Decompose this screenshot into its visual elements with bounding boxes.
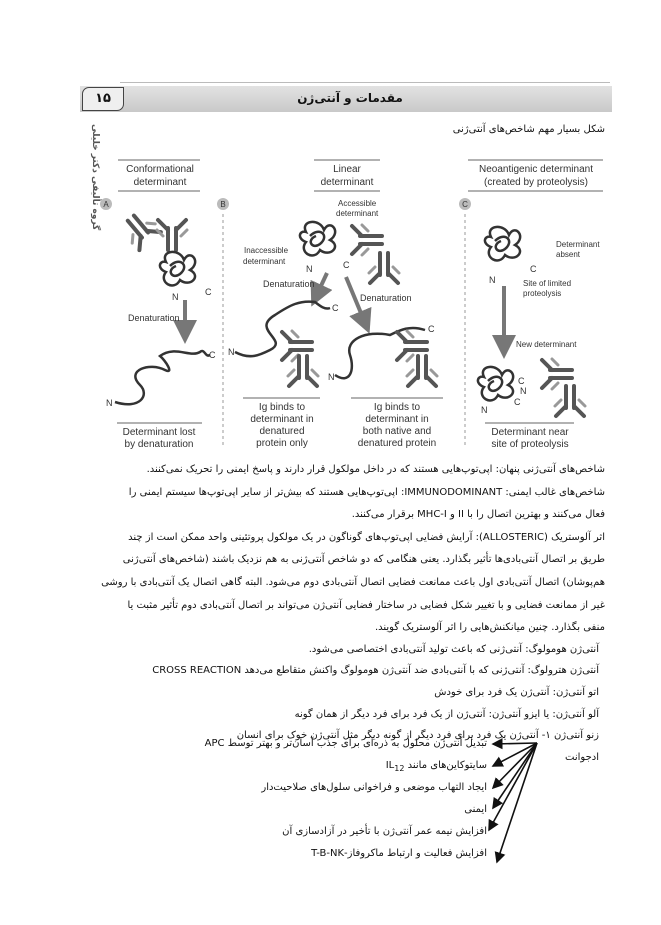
svg-text:absent: absent (556, 250, 581, 259)
adjuvant-item: افزایش فعالیت و ارتباط ماکروفاز-T-B-NK (311, 848, 487, 859)
adjuvant-label: ادجوانت (565, 752, 599, 763)
svg-text:N: N (172, 292, 179, 302)
svg-text:determinant in: determinant in (365, 414, 429, 425)
svg-text:C: C (332, 303, 339, 313)
body-line: شاخص‌های آنتی‌ژنی پنهان: اپی‌توپ‌هایی هستند که در داخل مولکول قرار دارند و پاسخ ایمنی را تحریک نمی‌کنند. (146, 464, 605, 475)
body-line: زنو آنتی‌ژن ۱- آنتی‌ژن یک فرد برای فرد دیگر از گونه دیگر مثل آنتی‌ژن خوک برای انسان (236, 730, 599, 741)
svg-text:A: A (103, 200, 109, 209)
svg-text:C: C (428, 324, 435, 334)
svg-text:C: C (209, 350, 216, 360)
svg-text:site of proteolysis: site of proteolysis (491, 439, 569, 450)
svg-text:Conformational: Conformational (126, 164, 194, 175)
panel-b-heading (314, 160, 380, 191)
panel-letter-a (100, 198, 112, 210)
svg-text:proteolysis: proteolysis (523, 289, 562, 298)
svg-text:Accessible: Accessible (338, 199, 377, 208)
body-line: آنتی‌ژن هومولوگ: آنتی‌ژنی که باعث تولید آنتی‌بادی اختصاصی می‌شود. (308, 644, 599, 655)
svg-text:protein only: protein only (256, 438, 308, 449)
svg-text:both native and: both native and (362, 426, 432, 437)
body-line: شاخص‌های غالب ایمنی: IMMUNODOMINANT: اپی‌توپ‌هایی هستند که بیش‌تر از سایر اپی‌توپ‌ها سیستم ایمنی را (128, 487, 605, 498)
svg-text:Denaturation: Denaturation (263, 279, 315, 289)
svg-text:N: N (306, 264, 313, 274)
page-number: ۱۵ (82, 87, 124, 111)
svg-text:determinant: determinant (320, 177, 374, 188)
chapter-title: مقدمات و آنتی‌ژن (297, 91, 403, 105)
body-line: غیر از ممانعت فضایی و با تغییر شکل فضایی در ساختار فضایی آنتی‌ژن می‌تواند بر اتصال آنتی‌بادی دوم تأثیر مثبت یا (127, 600, 605, 611)
panel-letter-c (459, 198, 471, 210)
svg-text:Inaccessible: Inaccessible (244, 246, 289, 255)
svg-text:C: C (462, 200, 468, 209)
svg-text:C: C (518, 376, 525, 386)
svg-text:Determinant: Determinant (556, 240, 600, 249)
adjuvant-item: ایمنی (464, 804, 487, 815)
panel-c-heading (468, 160, 603, 191)
svg-text:denatured: denatured (259, 426, 305, 437)
svg-text:by denaturation: by denaturation (124, 439, 194, 450)
adjuvant-item: افزایش نیمه عمر آنتی‌ژن با تأخیر در آزادسازی آن (282, 826, 487, 837)
panel-letter-b (217, 198, 229, 210)
body-line: منفی بگذارد. چنین میانکنش‌هایی را اثر آلوستریک گویند. (374, 622, 605, 633)
body-line: اثر آلوستریک (ALLOSTERIC): آرایش فضایی اپی‌توپ‌های گوناگون در یک مولکول پروتئینی واحد ممکن است از چند (128, 532, 605, 543)
svg-text:Ig binds to: Ig binds to (373, 402, 421, 413)
antibody-icon (157, 220, 187, 250)
adjuvant-item: سایتوکاین‌های مانند $IL_{12}$ (385, 760, 487, 773)
svg-text:New determinant: New determinant (516, 340, 577, 349)
antibody-icon (369, 253, 399, 283)
protein-glob-icon (300, 222, 335, 256)
body-line: آلو آنتی‌ژن: یا ایزو آنتی‌ژن: آنتی‌ژن از یک فرد برای فرد دیگر از همان گونه (294, 709, 599, 720)
svg-text:determinant: determinant (133, 177, 187, 188)
body-line: آنتی‌ژن هترولوگ: آنتی‌ژنی که با آنتی‌بادی ضد آنتی‌ژن هومولوگ واکنش متقاطع می‌دهد CROSS REACTION (152, 665, 599, 676)
svg-text:N: N (489, 275, 496, 285)
svg-text:determinant in: determinant in (250, 414, 314, 425)
svg-text:Site of limited: Site of limited (523, 279, 572, 288)
svg-text:determinant: determinant (336, 209, 379, 218)
svg-text:determinant: determinant (243, 257, 286, 266)
svg-text:Determinant near: Determinant near (491, 427, 569, 438)
svg-text:Determinant lost: Determinant lost (122, 427, 196, 438)
antibody-icon (119, 209, 161, 251)
body-line: فعال می‌کنند و بهترین اتصال را با II و MHC-I برقرار می‌کنند. (351, 509, 605, 520)
svg-text:C: C (343, 260, 350, 270)
svg-text:C: C (205, 287, 212, 297)
denaturation-label: Denaturation (128, 313, 180, 323)
svg-text:C: C (514, 397, 521, 407)
svg-text:N: N (481, 405, 488, 415)
svg-text:Neoantigenic determinant: Neoantigenic determinant (479, 164, 593, 175)
svg-text:Denaturation: Denaturation (360, 293, 412, 303)
svg-text:(created by proteolysis): (created by proteolysis) (484, 177, 588, 188)
svg-text:denatured protein: denatured protein (357, 438, 437, 449)
body-line: اتو آنتی‌ژن: آنتی‌ژن یک فرد برای خودش (434, 687, 599, 698)
adjuvant-item: ایجاد التهاب موضعی و فراخوانی سلول‌های صلاحیت‌دار (261, 782, 487, 793)
protein-glob-icon (478, 367, 513, 401)
figure-caption: شکل بسیار مهم شاخص‌های آنتی‌ژنی (452, 124, 605, 135)
svg-text:C: C (530, 264, 537, 274)
body-line: هم‌پوشان) اتصال آنتی‌بادی اول باعث ممانعت فضایی اتصال آنتی‌بادی دوم می‌شود. البته گاهی اتصال یک آنتی‌بادی با روشی (101, 577, 605, 588)
panel-a-heading (118, 160, 200, 191)
svg-text:N: N (228, 347, 235, 357)
antibody-icon (352, 225, 382, 255)
svg-text:N: N (328, 372, 335, 382)
body-line: طریق بر اتصال آنتی‌بادی‌ها تأثیر بگذارد. یعنی هنگامی که دو شاخص آنتی‌ژنی به هم نزدیک باشند (شاخص‌های آنتی‌ژنی (122, 554, 605, 565)
svg-text:Linear: Linear (333, 164, 361, 175)
svg-text:B: B (220, 200, 226, 209)
protein-glob-icon (160, 252, 195, 286)
svg-text:N: N (106, 398, 113, 408)
svg-text:N: N (520, 386, 527, 396)
protein-glob-icon (485, 227, 520, 261)
adjuvant-item: تبدیل آنتی‌ژن محلول به ذره‌ای برای جذب آسان‌تر و بهتر توسط APC (204, 738, 487, 749)
side-label: گروه تألیفی دکتر خلیلی (90, 123, 100, 230)
svg-text:Ig binds to: Ig binds to (258, 402, 306, 413)
